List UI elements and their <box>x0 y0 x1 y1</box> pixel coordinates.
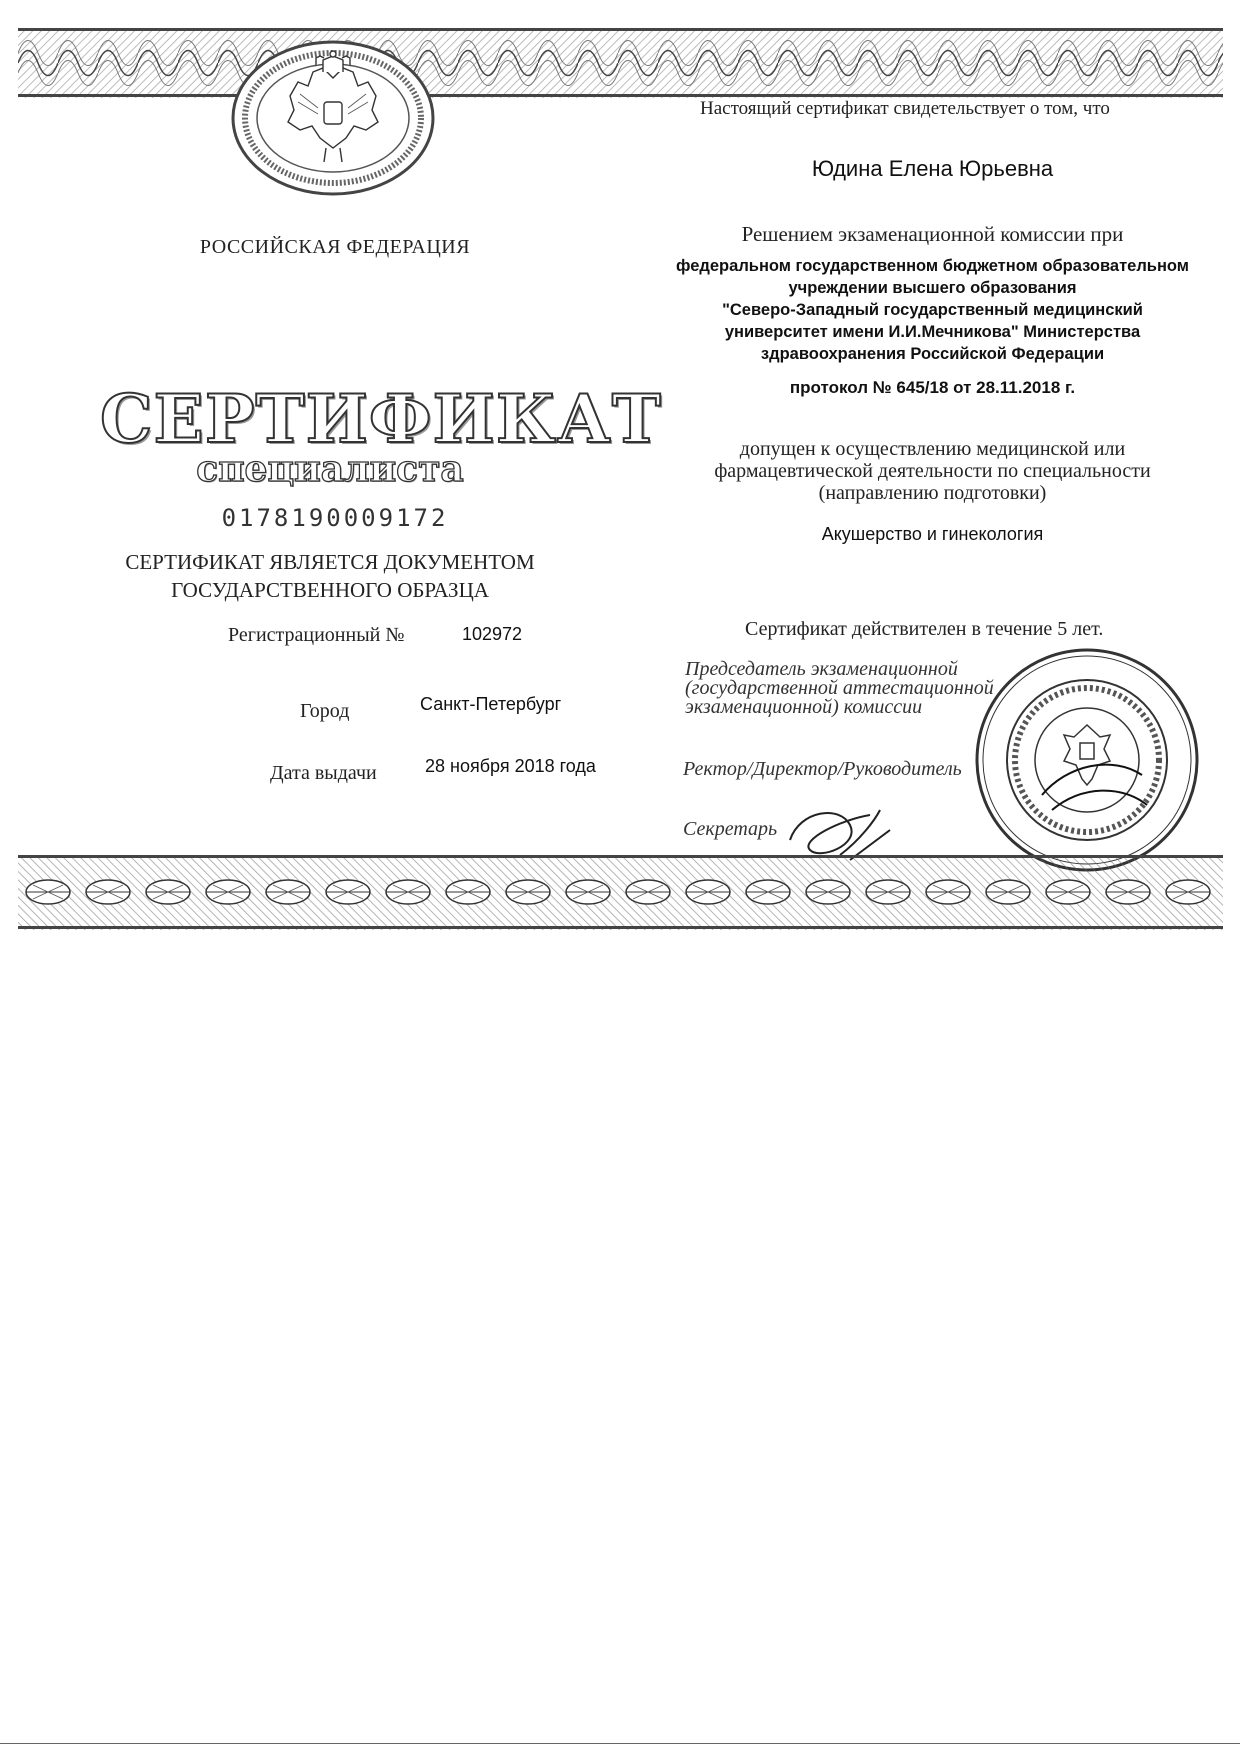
institution-block <box>640 255 1225 365</box>
certificate-title: СЕРТИФИКАТ <box>100 380 662 458</box>
person-name: Юдина Елена Юрьевна <box>811 156 1054 181</box>
institution-line: университет имени И.И.Мечникова" Министерства <box>724 323 1141 341</box>
specialty-value: Акушерство и гинекология <box>821 524 1044 544</box>
admission-line: допущен к осуществлению медицинской или <box>739 438 1126 460</box>
chair-line: экзаменационной) комиссии <box>685 696 923 718</box>
chair-signature-label <box>685 660 994 717</box>
admission-line: (направлению подготовки) <box>818 482 1047 504</box>
bottom-ornament-band <box>18 855 1223 930</box>
coat-of-arms-emblem <box>228 38 438 198</box>
page-bottom-rule <box>0 1743 1240 1744</box>
official-round-stamp <box>972 645 1202 875</box>
institution-line: "Северо-Западный государственный медицинский <box>722 301 1143 319</box>
city-value: Санкт-Петербург <box>420 694 562 714</box>
city-label: Город <box>300 700 350 722</box>
admission-block <box>640 438 1225 504</box>
decision-intro: Решением экзаменационной комиссии при <box>741 222 1124 246</box>
certificate-number: 0178190009172 <box>221 504 449 532</box>
document-status-text: СЕРТИФИКАТ ЯВЛЯЕТСЯ ДОКУМЕНТОМ ГОСУДАРСТВЕННОГО ОБРАЗЦА <box>125 550 535 602</box>
validity-text: Сертификат действителен в течение 5 лет. <box>745 618 1104 640</box>
country-name: РОССИЙСКАЯ ФЕДЕРАЦИЯ <box>199 236 471 258</box>
secretary-signature-label: Секретарь <box>683 818 778 840</box>
admission-line: фармацевтической деятельности по специальности <box>714 460 1151 482</box>
institution-line: учреждении высшего образования <box>788 279 1077 297</box>
protocol-text: протокол № 645/18 от 28.11.2018 г. <box>789 378 1076 397</box>
registration-value: 102972 <box>462 624 523 644</box>
chair-line: Председатель экзаменационной <box>685 658 958 680</box>
certificate-subtitle: специалиста <box>196 448 464 490</box>
issue-date-label: Дата выдачи <box>270 762 377 784</box>
rector-signature-label: Ректор/Директор/Руководитель <box>683 758 962 780</box>
issue-date-value: 28 ноября 2018 года <box>425 756 596 776</box>
attests-text: Настоящий сертификат свидетельствует о том, что <box>700 98 1110 119</box>
institution-line: здравоохранения Российской Федерации <box>760 345 1105 363</box>
chair-line: (государственной аттестационной <box>685 677 994 699</box>
top-ornament-band <box>18 28 1223 98</box>
registration-label: Регистрационный № <box>228 624 405 646</box>
institution-line: федеральном государственном бюджетном образовательном <box>676 257 1189 275</box>
